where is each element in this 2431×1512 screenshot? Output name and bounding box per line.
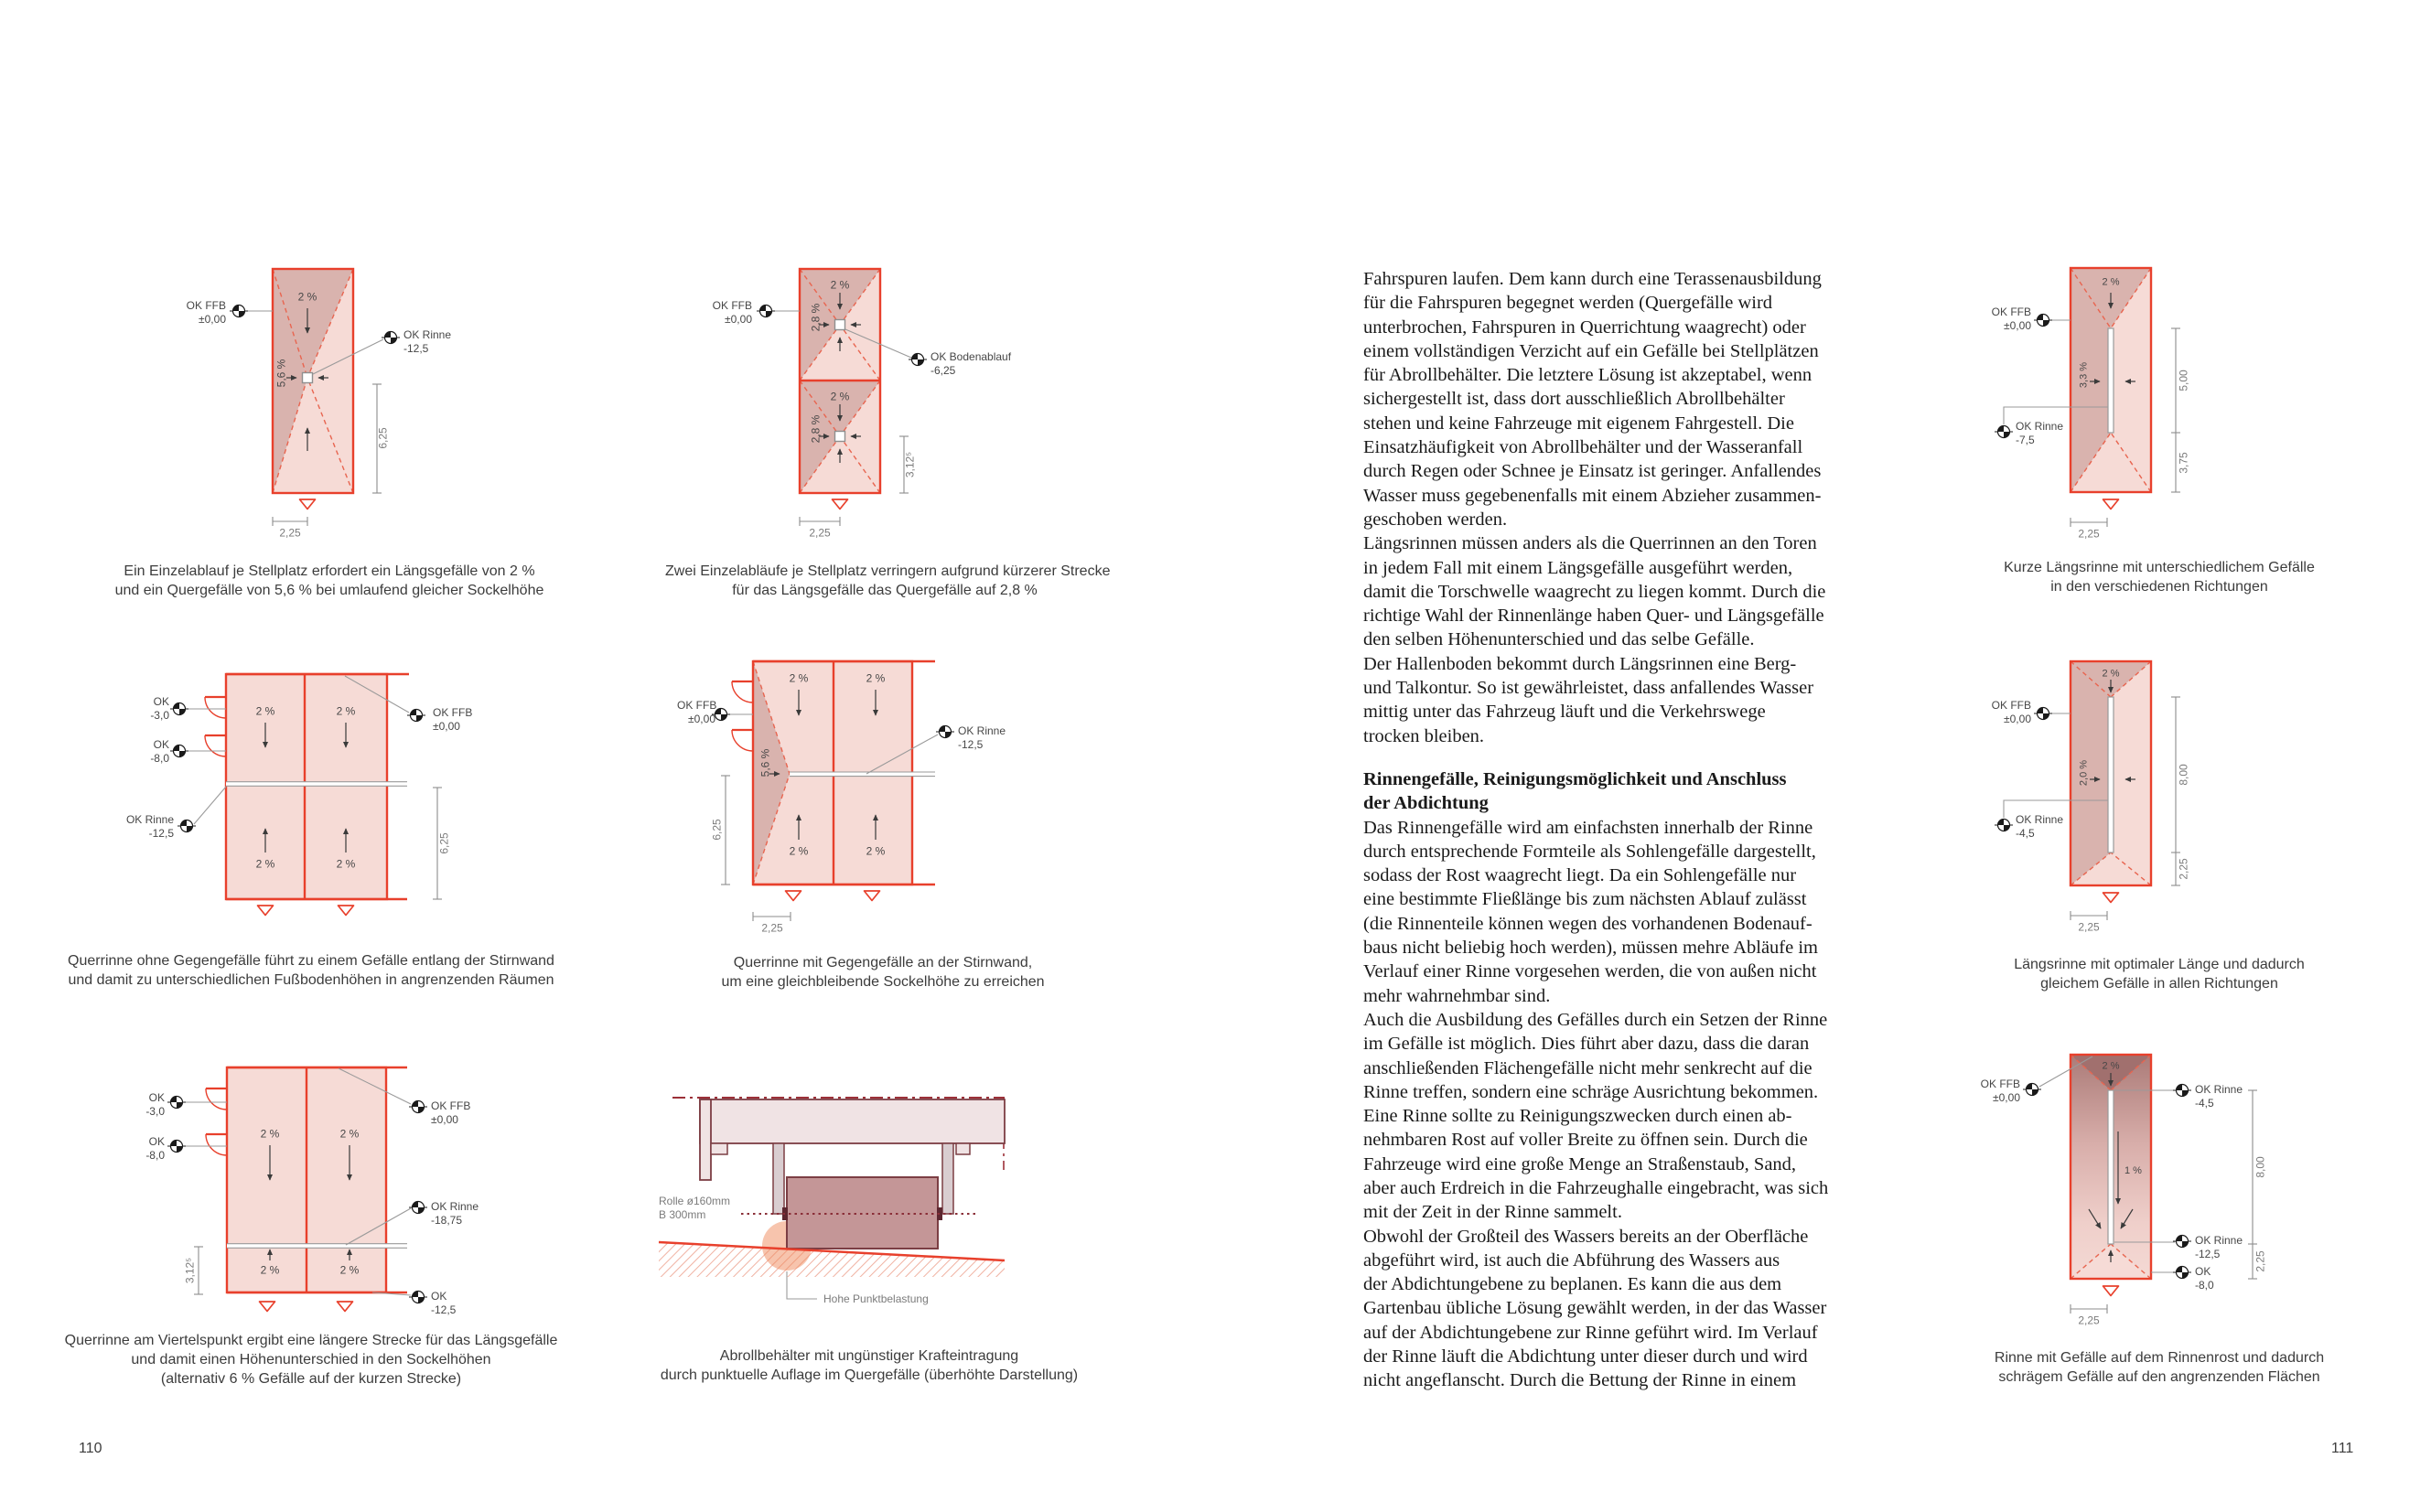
label-gefaelle-2: 2 %	[2102, 276, 2120, 288]
body-text-column	[1363, 267, 1829, 1393]
dim-625: 6,25	[710, 819, 724, 841]
label-gefaelle-56: 5,6 %	[274, 359, 288, 388]
label-ok-ffb: OK FFB ±0,00	[431, 1099, 471, 1126]
dim-800: 8,00	[2177, 764, 2190, 786]
label-ok-ffb: OK FFB ±0,00	[1991, 306, 2031, 332]
figure-querrinne-viertelspunkt	[110, 1061, 479, 1354]
label-ok-ffb: OK FFB ±0,00	[1980, 1078, 2020, 1104]
label-gefaelle-2: 2 %	[339, 1127, 360, 1141]
label-ok-m125: OK -12,5	[431, 1290, 457, 1316]
figure-querrinne-mit-drawing	[677, 649, 1006, 942]
dim-225: 2,25	[809, 526, 831, 540]
label-ok-m30: OK -3,0	[150, 695, 169, 722]
label-gefaelle-56: 5,6 %	[758, 748, 772, 777]
figure-querrinne-ohne-drawing	[119, 659, 485, 933]
label-punktbelastung: Hohe Punktbelastung	[823, 1292, 929, 1305]
label-ok-rinne: OK Rinne -12,5	[958, 724, 1006, 751]
label-ok-ffb: OK FFB ±0,00	[1991, 699, 2031, 725]
figure-kurze-laengsrinne	[1967, 256, 2269, 558]
caption-abrollbehaelter: Abrollbehälter mit ungünstiger Krafteintragung durch punktuelle Auflage im Quergefälle (überhöhte Darstellung)	[660, 1348, 1079, 1383]
label-gefaelle-2: 2 %	[789, 844, 809, 858]
label-gefaelle-1: 1 %	[2124, 1165, 2142, 1176]
dim-625: 6,25	[437, 832, 451, 854]
paragraph-1: Fahrspuren laufen. Dem kann durch eine Terassenausbildung für die Fahrspuren begegnet werden (Quergefälle wird unterbrochen, Fahrspuren in Querrichtung waagrecht) oder einem vollständigen Verzicht auf ein Gefälle bei Stellplätzen für Abrollbehälter. Die letztere Lösung ist akzeptabel, wenn sichergestellt ist, dass dort ausschließlich Abrollbehälter stehen und keine Fahrzeuge mit eigenem Fahrgestell. Die Einsatzhäufigkeit von Abrollbehälter und der Wasseranfall durch Regen oder Schnee je Einsatz ist geringer. Anfallendes Wasser muss gegebenenfalls mit einem Abzieher zusammen- geschoben werden.	[1363, 269, 1822, 530]
label-gefaelle-33: 3,3 %	[2078, 361, 2090, 389]
page-number-right: 111	[2331, 1441, 2354, 1456]
caption-rinne-rost: Rinne mit Gefälle auf dem Rinnenrost und dadurch schrägem Gefälle auf den angrenzenden Flächen	[1994, 1350, 2325, 1385]
section-heading: Rinnengefälle, Reinigungsmöglichkeit und Anschluss der Abdichtung	[1363, 768, 1787, 814]
label-gefaelle-2: 2 %	[830, 390, 850, 403]
dim-800: 8,00	[2254, 1156, 2267, 1178]
label-gefaelle-2: 2 %	[2102, 668, 2120, 680]
label-gefaelle-28: 2,8 %	[809, 414, 823, 444]
label-gefaelle-2: 2 %	[830, 278, 850, 292]
dim-225: 2,25	[2078, 1314, 2100, 1327]
label-gefaelle-2: 2 %	[255, 857, 275, 871]
label-gefaelle-2: 2 %	[866, 844, 886, 858]
label-rolle: Rolle ø160mm B 300mm	[659, 1195, 731, 1221]
dim-3125: 3,12⁵	[903, 451, 917, 478]
label-ok-m80: OK -8,0	[145, 1135, 165, 1162]
caption-querrinne-mit: Querrinne mit Gegengefälle an der Stirnwand, um eine gleichbleibende Sockelhöhe zu erreichen	[721, 955, 1045, 990]
label-gefaelle-2: 2 %	[2102, 1060, 2120, 1072]
dim-225: 2,25	[761, 921, 783, 935]
paragraph-4: Auch die Ausbildung des Gefälles durch ein Setzen der Rinne im Gefälle ist möglich. Dies führt aber dazu, dass die daran anschließenden Flächengefälle nicht mehr senkrecht auf die Rinne treffen, sondern eine schräge Ausrichtung bekommen. Eine Rinne sollte zu Reinigungszwecken durch einen ab- nehmbaren Rost auf voller Breite zu öffnen sein. Durch die Fahrzeuge wird eine große Menge an Straßenstaub, Sand, aber auch Erdreich in die Fahrzeughalle eingebracht, was sich mit der Zeit in der Rinne sammelt.	[1363, 1009, 1829, 1223]
label-gefaelle-2: 2 %	[260, 1263, 280, 1277]
label-ok-rinne: OK Rinne -7,5	[2016, 420, 2064, 446]
caption-zwei-einzelablaeufe: Zwei Einzelabläufe je Stellplatz verringern aufgrund kürzerer Strecke für das Längsgefälle das Quergefälle auf 2,8 %	[665, 563, 1111, 598]
label-gefaelle-2: 2 %	[339, 1263, 360, 1277]
label-gefaelle-28: 2,8 %	[809, 303, 823, 332]
figure-einzelablauf	[146, 256, 476, 558]
label-ok-m30: OK -3,0	[145, 1091, 165, 1118]
caption-querrinne-viertelspunkt: Querrinne am Viertelspunkt ergibt eine längere Strecke für das Längsgefälle und damit einen Höhenunterschied in den Sockelhöhen (alternativ 6 % Gefälle auf der kurzen Strecke)	[64, 1333, 558, 1387]
figure-querrinne-viertelspunkt-drawing	[110, 1061, 476, 1354]
label-gefaelle-20: 2,0 %	[2078, 759, 2090, 787]
dim-225: 2,25	[2254, 1250, 2267, 1272]
caption-einzelablauf: Ein Einzelablauf je Stellplatz erfordert ein Längsgefälle von 2 % und ein Quergefälle von 5,6 % bei umlaufend gleicher Sockelhöhe	[114, 563, 544, 598]
label-ok-bodenablauf: OK Bodenablauf -6,25	[930, 350, 1012, 377]
caption-querrinne-ohne: Querrinne ohne Gegengefälle führt zu einem Gefälle entlang der Stirnwand und damit zu unterschiedlichen Fußbodenhöhen in angrenzenden Räumen	[68, 953, 554, 988]
label-gefaelle-2: 2 %	[297, 290, 317, 304]
label-gefaelle-2: 2 %	[789, 671, 809, 685]
dim-225: 2,25	[2177, 858, 2190, 880]
dim-225: 2,25	[2078, 527, 2100, 541]
figure-rinne-rost	[1967, 1043, 2278, 1345]
label-gefaelle-2: 2 %	[260, 1127, 280, 1141]
label-ok-ffb: OK FFB ±0,00	[186, 299, 226, 326]
label-ok-m80: OK -8,0	[150, 738, 169, 765]
label-ok-ffb: OK FFB ±0,00	[433, 706, 473, 733]
label-gefaelle-2: 2 %	[336, 857, 356, 871]
page-number-left: 110	[79, 1441, 102, 1456]
label-ok-rinne: OK Rinne -12,5	[403, 328, 452, 355]
label-gefaelle-2: 2 %	[255, 704, 275, 718]
caption-laengsrinne-optimal: Längsrinne mit optimaler Länge und dadurch gleichem Gefälle in allen Richtungen	[2014, 957, 2305, 992]
label-ok-m80: OK -8,0	[2195, 1265, 2214, 1292]
dim-375: 3,75	[2177, 452, 2190, 474]
label-ok-ffb: OK FFB ±0,00	[712, 299, 752, 326]
label-ok-rinne-unten: OK Rinne -12,5	[2195, 1234, 2243, 1260]
label-ok-rinne-oben: OK Rinne -4,5	[2195, 1083, 2243, 1110]
dim-225: 2,25	[2078, 920, 2100, 934]
label-ok-ffb: OK FFB ±0,00	[677, 699, 717, 725]
paragraph-2: Längsrinnen müssen anders als die Querrinnen an den Toren in jedem Fall mit einem Längsgefälle ausgeführt werden, damit die Torschwelle waagrecht zu liegen kommt. Durch die richtige Wahl der Rinnenlänge haben Quer- und Längsgefälle den selben Höhenunterschied und das selbe Gefälle. Der Hallenboden bekommt durch Längsrinnen eine Berg- und Talkontur. So ist gewährleistet, dass anfallendes Wasser mittig unter das Fahrzeug läuft und die Verkehrswege trocken bleiben.	[1363, 533, 1826, 746]
label-gefaelle-2: 2 %	[336, 704, 356, 718]
paragraph-5: Obwohl der Großteil des Wassers bereits an der Oberfläche abgeführt wird, ist auch die Abführung des Wassers aus der Abdichtungebene zu beplanen. Es kann die aus dem Gartenbau übliche Lösung gewählt werden, in der das Wasser auf der Abdichtungebene zur Rinne geführt wird. Im Verlauf der Rinne läuft die Abdichtung unter dieser durch und wird nicht angeflanscht. Durch die Bettung der Rinne in einem	[1363, 1226, 1827, 1391]
figure-laengsrinne-optimal-drawing	[1967, 649, 2269, 951]
dim-625: 6,25	[376, 427, 390, 449]
figure-querrinne-mit	[677, 649, 1006, 942]
label-ok-rinne: OK Rinne -12,5	[125, 813, 174, 840]
label-ok-rinne: OK Rinne -18,75	[431, 1200, 479, 1227]
dim-225: 2,25	[279, 526, 301, 540]
dim-500: 5,00	[2177, 370, 2190, 391]
caption-kurze-laengsrinne: Kurze Längsrinne mit unterschiedlichem Gefälle in den verschiedenen Richtungen	[2004, 560, 2315, 595]
figure-kurze-laengsrinne-drawing	[1967, 256, 2269, 558]
figure-laengsrinne-optimal	[1967, 649, 2269, 951]
figure-zwei-einzelablaeufe	[677, 256, 1080, 558]
figure-querrinne-ohne	[119, 659, 485, 933]
dim-3125: 3,12⁵	[183, 1257, 197, 1284]
paragraph-3: Das Rinnengefälle wird am einfachsten innerhalb der Rinne durch entsprechende Formteile als Sohlengefälle dargestellt, sodass der Rost waagrecht liegt. Da ein Sohlengefälle nur eine bestimmte Fließlänge bis zum nächsten Ablauf zulässt (die Rinnenteile können wegen des vorhandenen Bodenauf- baus nicht beliebig hoch werden), müssen mehre Abläufe im Verlauf einer Rinne vorgesehen werden, die von außen nicht mehr wahrnehmbar sind.	[1363, 817, 1818, 1006]
label-gefaelle-2: 2 %	[866, 671, 886, 685]
figure-abrollbehaelter	[640, 1088, 1061, 1317]
label-ok-rinne: OK Rinne -4,5	[2016, 813, 2064, 840]
